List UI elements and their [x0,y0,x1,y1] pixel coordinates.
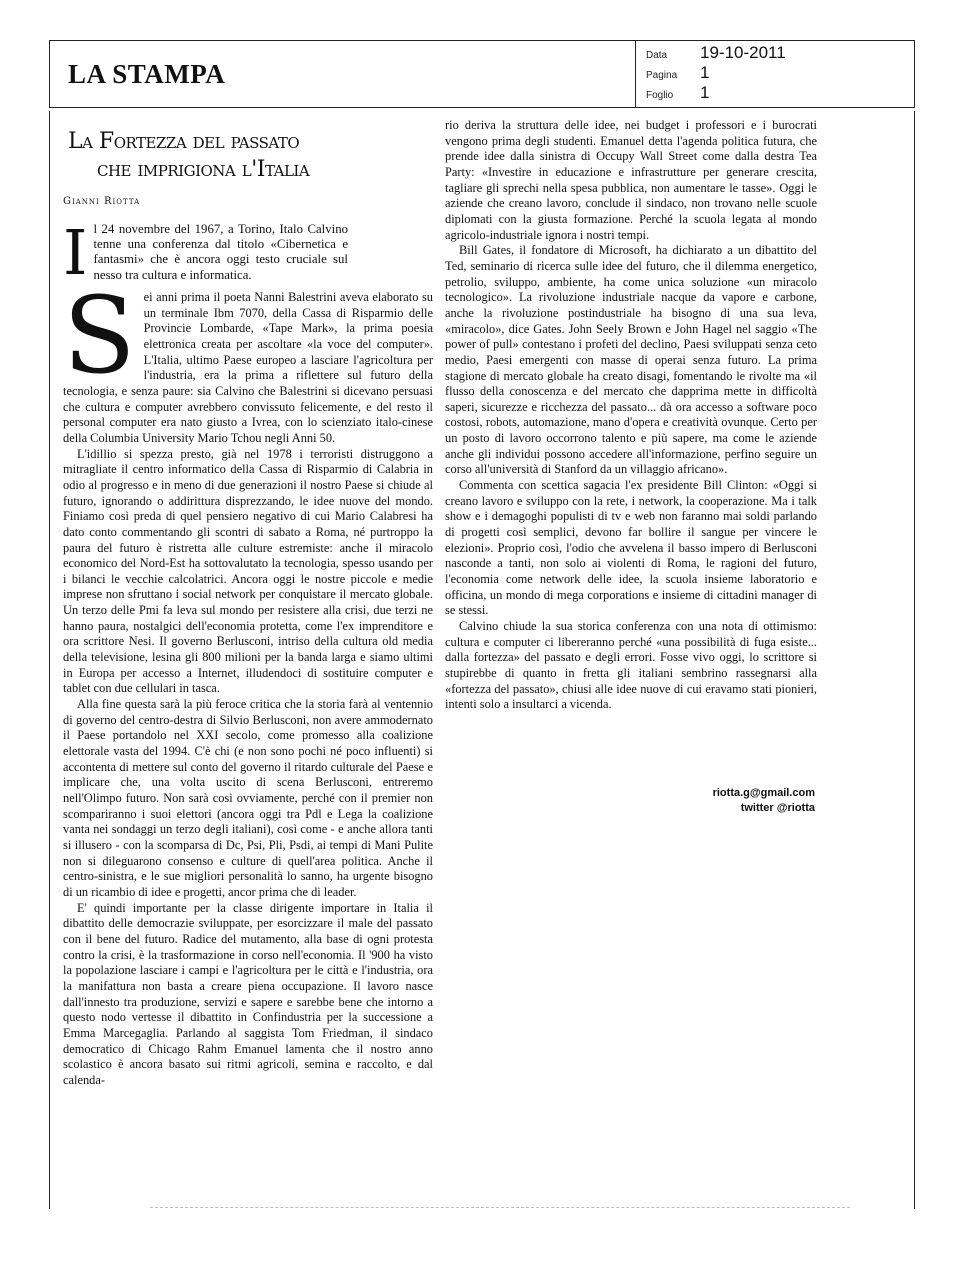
title-line-2: che imprigiona l'Italia [97,157,310,182]
date-label: Data [646,50,668,61]
sheet-row [646,83,709,103]
author-email: riotta.g@gmail.com [712,787,815,799]
page-label: Pagina [646,70,678,81]
lead-text: l 24 novembre del 1967, a Torino, Italo Calvino tenne una conferenza dal titolo «Cibernetica e fantasmi» che è ancora oggi testo cruciale sul nesso tra cultura e informatica. [93,222,348,282]
paragraph: L'idillio si spezza presto, già nel 1978 i terroristi distruggono a mitragliate il centro informatico della Cassa di Risparmio di Calabria in odio al progresso e in meno di due generazioni il nostro Paese si chiude al futuro, ignorando o addirittura disprezzando, le idee nuove del mondo. Finiamo così preda di quel pensiero negativo di cui Mario Calabresi ha dato conto commentando gli scontri di sabato a Roma, né purtroppo la paura del futuro è ristretta alle culture estremiste: anche il miracolo economico del Nord-Est ha sottovalutato la tecnologia, spesso usando per i bilanci le vecchie calcolatrici. Ancora oggi le nostre piccole e medie imprese non sfruttano i social network per conquistare il mercato globale. Un terzo delle Pmi fa leva sul mondo per resistere alla crisi, due terzi ne hanno paura, nostalgici dell'economia protetta, come l'ex imprenditore e ora scrittore Nesi. Il governo Berlusconi, intriso della cultura old media della televisione, lesina gli 800 milioni per la banda larga e siamo ultimi in Europa per accesso a Internet, illudendoci di sostituire computer e tablet con due cellulari in tasca. [63,446,433,696]
author-contact [713,786,815,816]
date-row [646,43,786,63]
lead-drop-cap: I [63,216,88,289]
paragraph: E' quindi importante per la classe dirigente importare in Italia il dibattito delle democrazie sviluppate, per esorcizzare il male del passato con il bene del futuro. Radice del mutamento, alla base di ogni protesta contro la crisi, è la trasformazione in corso nell'economia. Il '900 ha visto la popolazione lasciare i campi e l'agricoltura per le città e l'industria, ora la manifattura non basta a creare piena occupazione. Il lavoro nasce dall'innesto tra produzione, servizi e sapere e sarebbe bene che intorno a questo nodo vertesse il dibattito in Confindustria per la successione a Emma Marcegaglia. Parlando al saggista Tom Friedman, il sindaco democratico di Chicago Rahm Emanuel lamenta che il nostro anno scolastico è ancora basato sui ritmi agricoli, semina e raccolto, e dal calenda- [63,900,433,1087]
paragraph: Alla fine questa sarà la più feroce critica che la storia farà al ventennio di governo del centro-destra di Silvio Berlusconi, non avere ammodernato il Paese portandolo nel XXI secolo, come promesso alla coalizione elettorale vasta del 1994. C'è chi (e non sono pochi né poco influenti) si accontenta di mettere sul conto del governo il ritardo culturale del Paese e implicare che, una volta uscito di scena Berlusconi, entreremo nell'Olimpo futuro. Non sarà così ovviamente, perché con il premier non scompariranno i suoi elettori (ancora oggi tra Pdl e Lega la coalizione vanta nei sondaggi un terzo degli italiani), così come - e anche allora tanti si illusero - con la scomparsa di Dc, Psi, Pli, Psdi, ai tempi di Mani Pulite non si dileguarono consenso e culture di quell'area politica. Anche il centro-sinistra, e le sue migliori personalità lo sanno, ha urgente bisogno di un ricambio di idee e progetti, ancor prima che di leader. [63,697,433,899]
bottom-rule [150,1207,850,1208]
title-line-1: La Fortezza del passato [68,129,300,154]
author-twitter: twitter @riotta [740,802,815,814]
column-drop-cap: S [63,274,136,397]
masthead: LA STAMPA [68,59,226,89]
paragraph: rio deriva la struttura delle idee, nei budget i professori e i burocrati vengono prima degli studenti. Emanuel detta l'agenda politica futura, che prende idee dalla sinistra di Occupy Wall Street come dalla destra Tea Party: «Investire in educazione e infrastrutture per generare crescita, tagliare gli sprechi nella spesa pubblica, non aumentare le tasse». Oggi le aziende che creano lavoro, conclude il sindaco, non trovano nelle scuole diplomati con la giusta formazione. Perché la scuola legata al mondo agricolo-industriale ignora i nostri tempi. [445,118,817,242]
page-row [646,63,709,83]
paragraph: Calvino chiude la sua storica conferenza con una nota di ottimismo: cultura e computer ci libereranno perché «una possibilità di fuga esiste... dalla fortezza» del passato e degli errori. Fosse vivo oggi, lo scrittore si stupirebbe di quanto in fretta gli italiani sembrino rassegnarsi alla «fortezza del passato», chiusi alle idee nuove di cui eravamo stati pionieri, intenti solo a insultarci a vicenda. [445,619,817,712]
sheet-value: 1 [700,83,710,102]
paragraph: ei anni prima il poeta Nanni Balestrini aveva elaborato su un terminale Ibm 7070, della Cassa di Risparmio delle Provincie Lombarde, «Tape Mark», la prima poesia elettronica creata per ascoltare «la voce del computer». L'Italia, ultimo Paese europeo a lasciare l'agricoltura per l'industria, era la prima a riflettere sul futuro della tecnologia, e senza paure: sia Calvino che Balestrini si dicevano persuasi che cultura e computer avrebbero convissuto felicemente, e del resto il personal computer era nato giusto a Ivrea, con lo scienziato italo-cinese della Columbia University Mario Tchou negli Anni 50. [63,290,433,445]
paragraph: Bill Gates, il fondatore di Microsoft, ha dichiarato a un dibattito del Ted, seminario di ricerca sulle idee del futuro, che il dilemma energetico, petrolio, sviluppo, ambiente, ha come unica soluzione «un miracolo tecnologico». La rivoluzione industriale nacque da vapore e carbone, anche la rivoluzione postindustriale ha bisogno di una sua leva, «miracolo», dice Gates. John Seely Brown e John Hagel nel saggio «The power of pull» contestano i profeti del declino, Paesi sviluppati senza ceto medio, Paesi emergenti con masse di operai senza futuro. La prima stagione di mercato globale ha creato disagi, fomentando le rivolte ma «il flusso della conoscenza e del mercato che dapprima mette in difficoltà saperi, sicurezze e ricchezza del passato... dà ora accesso a software poco costosi, robots, automazione, mano d'opera e creatività ovunque. Certo per un posto di lavoro occorrono talento e più sapere, ma come le aziende anche gli individui possono accedere all'informazione, perfino seguire un corso all'università di Stanford da un villaggio africano». [445,243,817,477]
metadata-box [635,41,915,107]
article-title [65,128,395,184]
date-value: 19-10-2011 [700,43,786,62]
paragraph: Commenta con scettica sagacia l'ex presidente Bill Clinton: «Oggi si creano lavoro e sviluppo con la rete, i network, la cooperazione. Ma i talk show e i demagoghi populisti di tv e web non faranno mai soldi parlando di progetti così semplici, devono far bollire il sangue per vincere le elezioni». Proprio così, l'odio che avvelena il basso impero di Berlusconi nasconde a tanti, non solo ai violenti di Roma, le ragioni del futuro, l'economia come network delle idee, la scuola insieme laboratorio e officina, un mondo di mega corporations e insieme di cittadini manager di se stessi. [445,478,817,618]
page-value: 1 [700,63,710,82]
article-column-2 [445,118,817,713]
sheet-label: Foglio [646,90,674,101]
document-header [49,40,915,108]
article-column-1 [63,274,433,1088]
author-byline: Gianni Riotta [63,196,141,207]
